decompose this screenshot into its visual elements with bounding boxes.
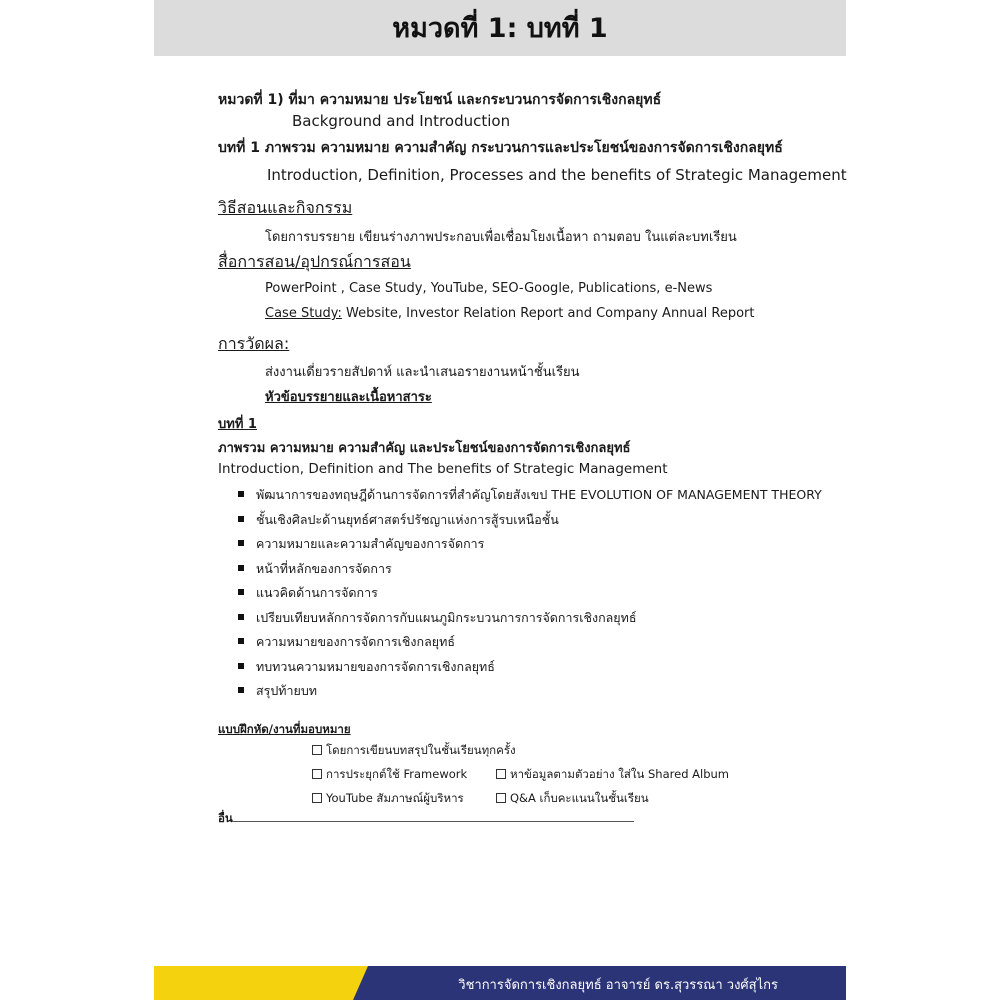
- assignment-option[interactable]: Q&A เก็บคะแนนในชั้นเรียน: [496, 790, 649, 808]
- bullet-icon: [238, 638, 244, 644]
- assignment-option[interactable]: การประยุกต์ใช้ Framework: [312, 766, 467, 784]
- lesson-title-th: ภาพรวม ความหมาย ความสำคัญ และประโยชน์ของการจัดการเชิงกลยุทธ์: [218, 441, 631, 456]
- topics-title: หัวข้อบรรยายและเนื้อหาสาระ: [265, 390, 432, 405]
- other-label: อื่น: [218, 811, 233, 825]
- case-study-text: Website, Investor Relation Report and Company Annual Report: [341, 306, 755, 321]
- chapter-heading: หมวดที่ 1) ที่มา ความหมาย ประโยชน์ และกระบวนการจัดการเชิงกลยุทธ์: [218, 92, 662, 108]
- checkbox-icon[interactable]: [312, 745, 322, 755]
- list-item: หน้าที่หลักของการจัดการ: [238, 560, 822, 585]
- chapter-heading-en: Background and Introduction: [292, 112, 511, 130]
- bullet-icon: [238, 565, 244, 571]
- header-bar: [154, 0, 846, 56]
- evaluation-title: การวัดผล:: [218, 334, 290, 353]
- list-item: พัฒนาการของทฤษฎีด้านการจัดการที่สำคัญโดยสังเขป THE EVOLUTION OF MANAGEMENT THEORY: [238, 486, 822, 511]
- bullet-icon: [238, 589, 244, 595]
- methods-text: โดยการบรรยาย เขียนร่างภาพประกอบเพื่อเชื่อมโยงเนื้อหา ถามตอบ ในแต่ละบทเรียน: [265, 230, 737, 245]
- bullet-icon: [238, 687, 244, 693]
- media-line: PowerPoint , Case Study, YouTube, SEO-Google, Publications, e-News: [265, 281, 713, 296]
- lesson-heading: บทที่ 1 ภาพรวม ความหมาย ความสำคัญ กระบวนการและประโยชน์ของการจัดการเชิงกลยุทธ์: [218, 140, 783, 156]
- methods-title: วิธีสอนและกิจกรรม: [218, 198, 353, 217]
- assignment-option[interactable]: หาข้อมูลตามตัวอย่าง ใส่ใน Shared Album: [496, 766, 729, 784]
- case-study-label: Case Study:: [265, 306, 342, 321]
- bullet-icon: [238, 516, 244, 522]
- lesson-title-en: Introduction, Definition and The benefits of Strategic Management: [218, 461, 668, 477]
- checkbox-icon[interactable]: [312, 769, 322, 779]
- topic-list: [238, 486, 822, 707]
- checkbox-icon[interactable]: [312, 793, 322, 803]
- lesson-heading-en: Introduction, Definition, Processes and the benefits of Strategic Management: [267, 166, 847, 184]
- page-title: หมวดที่ 1: บทที่ 1: [392, 13, 608, 44]
- list-item: ความหมายและความสำคัญของการจัดการ: [238, 535, 822, 560]
- list-item: ชั้นเชิงศิลปะด้านยุทธ์ศาสตร์ปรัชญาแห่งการสู้รบเหนือชั้น: [238, 511, 822, 536]
- list-item: สรุปท้ายบท: [238, 682, 822, 707]
- footer-yellow-band: [154, 966, 368, 1000]
- bullet-icon: [238, 491, 244, 497]
- media-title: สื่อการสอน/อุปกรณ์การสอน: [218, 252, 411, 271]
- list-item: เปรียบเทียบหลักการจัดการกับแผนภูมิกระบวนการการจัดการเชิงกลยุทธ์: [238, 609, 822, 634]
- bullet-icon: [238, 614, 244, 620]
- assignments-title: แบบฝึกหัด/งานที่มอบหมาย: [218, 722, 351, 736]
- evaluation-text: ส่งงานเดี่ยวรายสัปดาห์ และนำเสนอรายงานหน้าชั้นเรียน: [265, 365, 580, 380]
- other-fill-line[interactable]: [232, 821, 634, 822]
- lesson-label: บทที่ 1: [218, 417, 257, 432]
- list-item: แนวคิดด้านการจัดการ: [238, 584, 822, 609]
- case-study-line: [265, 306, 754, 321]
- assignment-option[interactable]: YouTube สัมภาษณ์ผู้บริหาร: [312, 790, 464, 808]
- checkbox-icon[interactable]: [496, 793, 506, 803]
- bullet-icon: [238, 663, 244, 669]
- list-item: ความหมายของการจัดการเชิงกลยุทธ์: [238, 633, 822, 658]
- footer-bar: [154, 966, 846, 1000]
- list-item: ทบทวนความหมายของการจัดการเชิงกลยุทธ์: [238, 658, 822, 683]
- bullet-icon: [238, 540, 244, 546]
- footer-text: วิชาการจัดการเชิงกลยุทธ์ อาจารย์ ดร.สุวรรณา วงศ์สุไกร: [458, 978, 778, 993]
- assignment-option[interactable]: โดยการเขียนบทสรุปในชั้นเรียนทุกครั้ง: [312, 742, 516, 760]
- checkbox-icon[interactable]: [496, 769, 506, 779]
